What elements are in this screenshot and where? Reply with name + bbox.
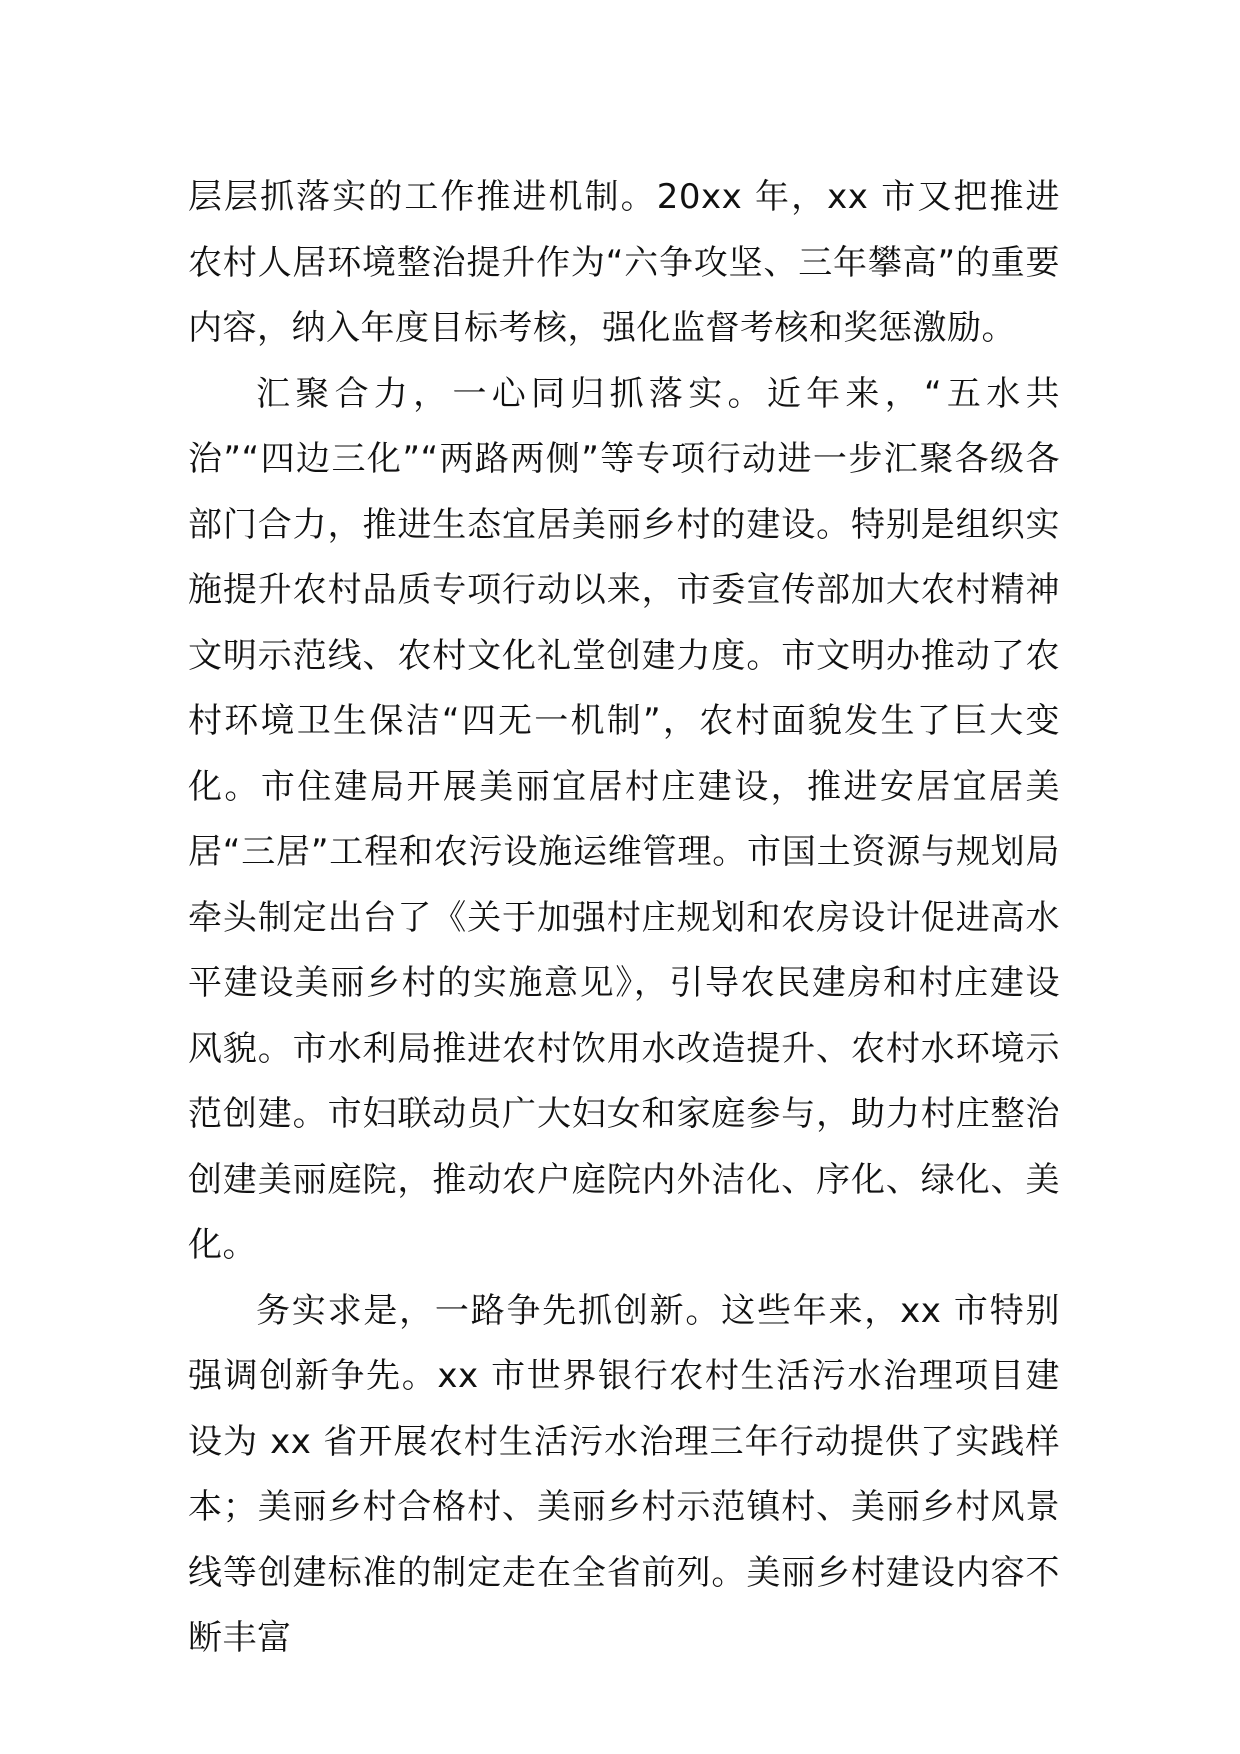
paragraph-continuation: 层层抓落实的工作推进机制。20xx 年，xx 市又把推进农村人居环境整治提升作为“六争攻坚、三年攀高”的重要内容，纳入年度目标考核，强化监督考核和奖惩激励。: [188, 177, 1060, 348]
body-text: [188, 165, 1060, 1672]
paragraph-innovation: 务实求是，一路争先抓创新。这些年来，xx 市特别强调创新争先。xx 市世界银行农村生活污水治理项目建设为 xx 省开展农村生活污水治理三年行动提供了实践样本；美丽乡村合格村、美丽乡村示范镇村、美丽乡村风景线等创建标准的制定走在全省前列。美丽乡村建设内容不断丰富: [188, 1290, 1060, 1658]
paragraph-joint-effort: 汇聚合力，一心同归抓落实。近年来，“五水共治”“四边三化”“两路两侧”等专项行动进一步汇聚各级各部门合力，推进生态宜居美丽乡村的建设。特别是组织实施提升农村品质专项行动以来，市委宣传部加大农村精神文明示范线、农村文化礼堂创建力度。市文明办推动了农村环境卫生保洁“四无一机制”，农村面貌发生了巨大变化。市住建局开展美丽宜居村庄建设，推进安居宜居美居“三居”工程和农污设施运维管理。市国土资源与规划局牵头制定出台了《关于加强村庄规划和农房设计促进高水平建设美丽乡村的实施意见》，引导农民建房和村庄建设风貌。市水利局推进农村饮用水改造提升、农村水环境示范创建。市妇联动员广大妇女和家庭参与，助力村庄整治创建美丽庭院，推动农户庭院内外洁化、序化、绿化、美化。: [188, 373, 1060, 1265]
